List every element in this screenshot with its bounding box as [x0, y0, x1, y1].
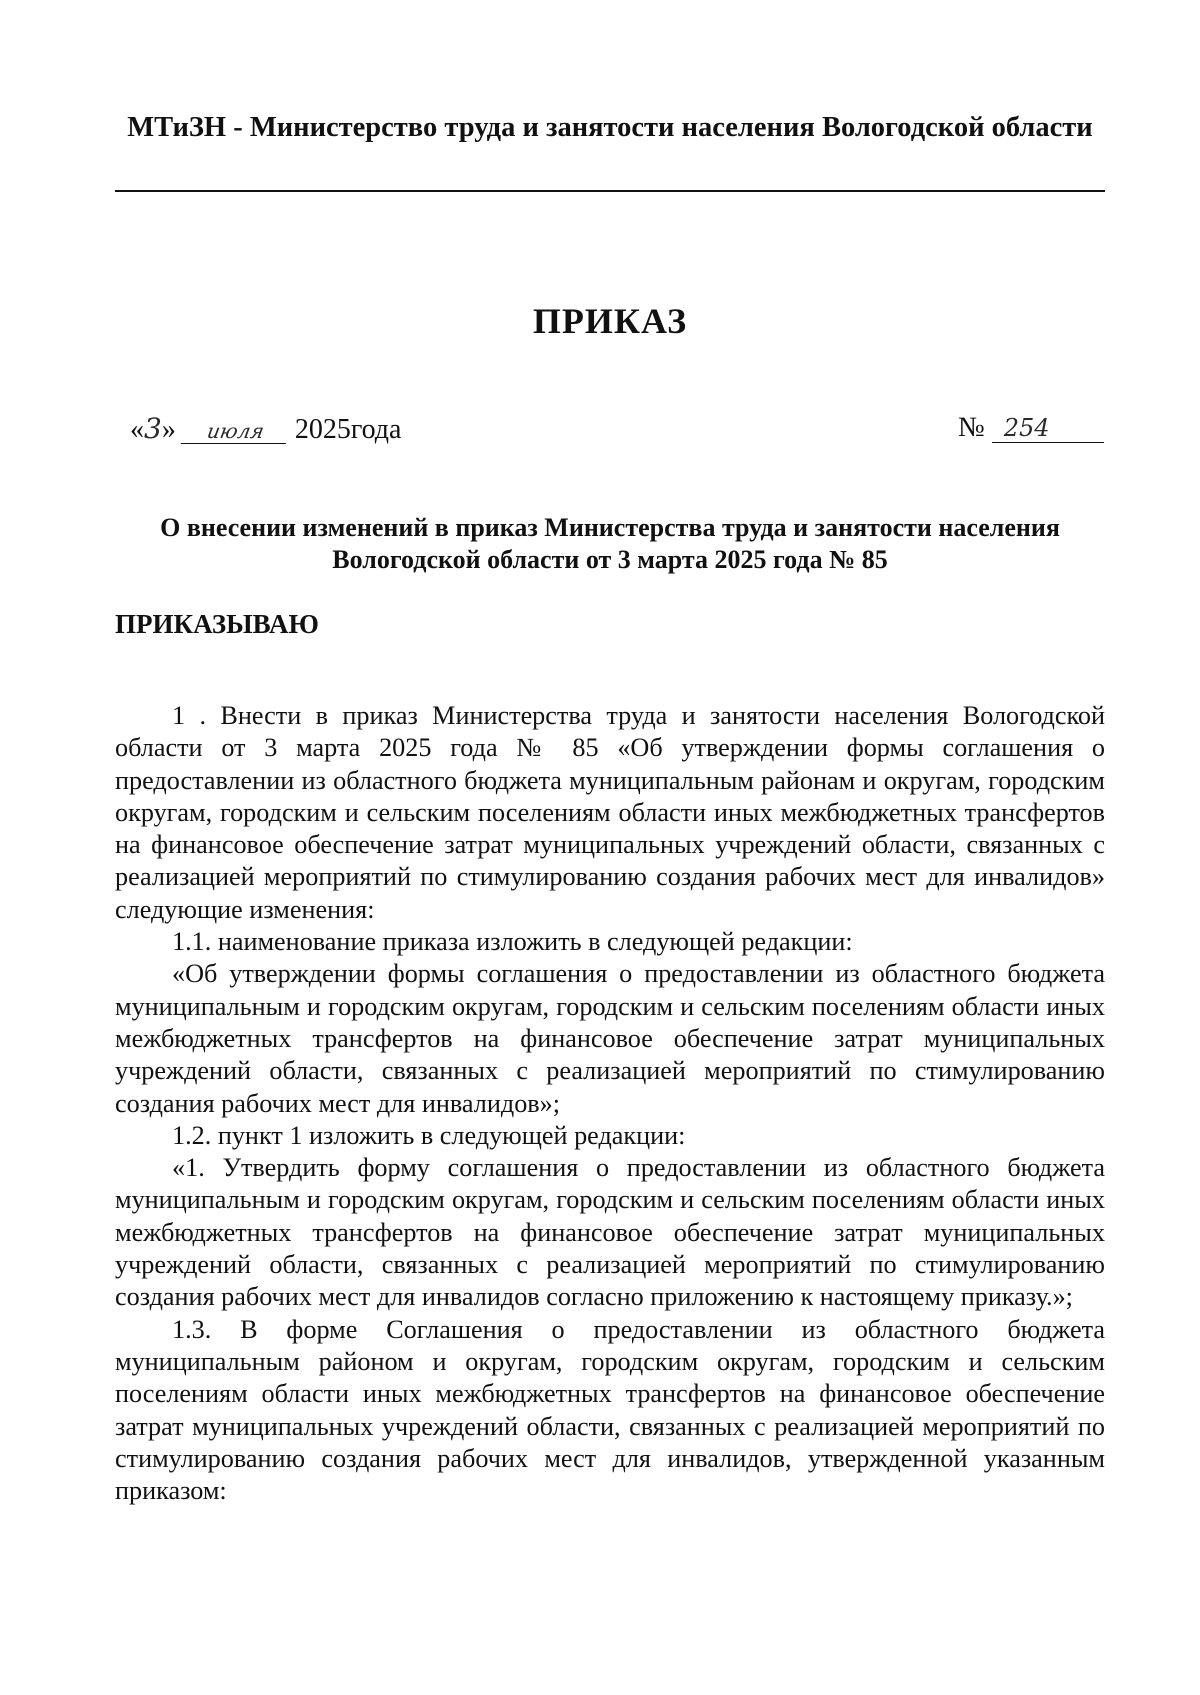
- date-day-handwritten: 3: [144, 412, 162, 445]
- document-body: [115, 700, 1105, 1507]
- number-value-handwritten: 254: [992, 414, 1104, 443]
- paragraph-1-2: 1.2. пункт 1 изложить в следующей редакции:: [172, 1120, 686, 1150]
- number-sign: №: [958, 412, 985, 443]
- date-open-quote: «: [130, 414, 144, 445]
- paragraph-1-2-quote: «1. Утвердить форму соглашения о предоставлении из областного бюджета муниципальным и городским округам, городским и сельским поселениям области иных межбюджетных трансфертов на финансовое обеспечение затрат муниципальных учреждений области, связанных с реализацией мероприятий по стимулированию создания рабочих мест для инвалидов согласно приложению к настоящему приказу.»;: [115, 1153, 1105, 1312]
- order-heading: ПРИКАЗЫВАЮ: [115, 609, 319, 639]
- document-type-title: ПРИКАЗ: [532, 301, 688, 341]
- paragraph-1: 1 . Внести в приказ Министерства труда и занятости населения Вологодской области от 3 марта 2025 года № 85 «Об утверждении формы соглашения о предоставлении из областного бюджета муниципальным районам и округам, городским округам, городским и сельским поселениям области иных межбюджетных трансфертов на финансовое обеспечение затрат муниципальных учреждений области, связанных с реализацией мероприятий по стимулированию создания рабочих мест для инвалидов» следующие изменения:: [115, 701, 1105, 924]
- paragraph-1-3: 1.3. В форме Соглашения о предоставлении из областного бюджета муниципальным районом и округам, городским округам, городским и сельским поселениям области иных межбюджетных трансфертов на финансовое обеспечение затрат муниципальных учреждений области, связанных с реализацией мероприятий по стимулированию создания рабочих мест для инвалидов, утвержденной указанным приказом:: [115, 1314, 1105, 1506]
- date-close-quote: »: [161, 414, 176, 445]
- date-year-suffix: года: [350, 414, 402, 445]
- paragraph-1-1-quote: «Об утверждении формы соглашения о предоставлении из областного бюджета муниципальным и городским округам, городским и сельским поселениям области иных межбюджетных трансфертов на финансовое обеспечение затрат муниципальных учреждений области, связанных с реализацией мероприятий по стимулированию создания рабочих мест для инвалидов»;: [115, 959, 1105, 1118]
- paragraph-1-1: 1.1. наименование приказа изложить в следующей редакции:: [172, 927, 853, 957]
- document-subject: О внесении изменений в приказ Министерства труда и занятости населения Вологодской области от 3 марта 2025 года № 85: [160, 513, 1060, 574]
- document-date: [130, 412, 401, 446]
- date-month-handwritten: июля: [181, 419, 290, 444]
- organization-header: МТиЗН - Министерство труда и занятости населения Вологодской области: [127, 112, 1093, 143]
- header-divider: [115, 190, 1105, 192]
- date-year: 2025: [294, 414, 351, 445]
- document-number: [958, 412, 1104, 444]
